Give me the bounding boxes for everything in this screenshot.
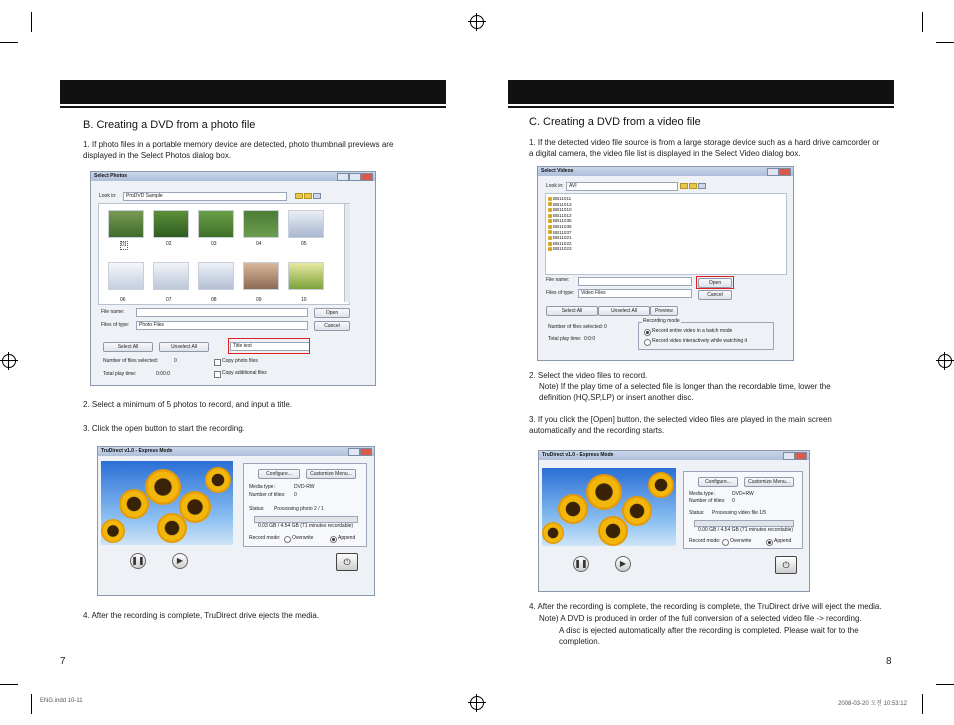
minimize-icon[interactable] [783,452,795,460]
append-radio[interactable] [330,536,337,543]
status-value: Processing video file 1/5 [712,510,767,516]
express-mode-window [97,446,375,596]
photo-thumbnail[interactable] [198,262,234,290]
select-photos-dialog [90,171,376,386]
close-icon[interactable] [361,173,373,181]
dialog-title: Select Videos [541,168,574,174]
view-menu-icon[interactable] [698,183,706,189]
total-play-value: 0:0:0 [584,336,596,342]
look-in-label: Look in: [546,183,564,189]
crop-mark [936,42,954,43]
open-button[interactable]: Open [314,308,350,318]
dialog-titlebar [538,167,793,176]
thumbnail-grid [98,203,350,305]
interactive-mode-label: Record video interactively while watching it [652,338,748,344]
title-highlight-box [228,338,310,354]
play-icon[interactable]: ▶ [172,553,188,569]
video-file-icon [548,230,552,234]
photo-thumbnail[interactable] [198,210,234,238]
record-mode-label: Record mode: [689,538,721,544]
select-all-button[interactable]: Select All [546,306,598,316]
video-file-name: BB11022 [553,240,572,246]
cancel-button[interactable]: Cancel [698,290,732,300]
file-name-label: File name: [546,277,570,283]
video-file-icon [548,225,552,229]
files-of-type-value: Video Files [581,290,606,296]
video-file-icon [548,214,552,218]
media-type-label: Media type: [249,484,275,490]
files-of-type-label: Files of type: [546,290,575,296]
express-titlebar [98,447,374,456]
crop-mark [922,12,923,32]
thumb-label: 02 [166,241,172,247]
info-panel [243,463,367,547]
play-icon[interactable]: ▶ [615,556,631,572]
open-highlight-box [696,276,734,289]
thumb-label: 05 [301,241,307,247]
crop-mark [0,684,18,685]
video-file-name: BB11012 [553,212,572,218]
view-menu-icon[interactable] [313,193,321,199]
photo-thumbnail[interactable] [153,210,189,238]
express-title: TruDirect v1.0 - Express Mode [542,452,614,458]
thumb-label: 03 [211,241,217,247]
interactive-mode-radio[interactable] [644,339,651,346]
registration-mark-icon [2,354,16,368]
video-file-name: BB11010 [553,207,572,213]
pause-icon[interactable]: ❚❚ [573,556,589,572]
right-header-bar [508,80,894,104]
capacity-text: 0.03 GB / 4.54 GB (71 minutes recordable) [258,523,354,529]
eject-icon[interactable]: ⏻ [775,556,797,574]
close-icon[interactable] [779,168,791,176]
customize-menu-button[interactable]: Customize Menu... [744,477,794,487]
num-titles-label: Number of titles: [689,498,726,504]
status-label: Status: [249,506,265,512]
crop-mark [0,42,18,43]
thumb-label: 09 [256,297,262,303]
thumb-label: 06 [120,297,126,303]
thumb-label: 10 [301,297,307,303]
look-in-select[interactable] [123,192,287,201]
eject-icon[interactable]: ⏻ [336,553,358,571]
open-button[interactable]: Open [698,278,732,288]
customize-menu-button[interactable]: Customize Menu... [306,469,356,479]
thumb-label: 04 [256,241,262,247]
photo-thumbnail[interactable] [108,210,144,238]
record-mode-label: Record mode: [249,535,281,541]
file-name-input[interactable] [136,308,308,317]
video-file-name: BB11021 [553,235,572,241]
overwrite-radio[interactable] [722,539,729,546]
look-in-select[interactable] [566,182,678,191]
look-in-value: ProDVD Sample [126,193,163,199]
crop-mark [936,684,954,685]
left-section-heading: B. Creating a DVD from a photo file [83,119,256,131]
file-name-label: File name: [101,309,125,315]
left-header-rule [60,106,446,108]
num-files-label: Number of files selected: [548,324,604,330]
capacity-text: 0.00 GB / 4.54 GB (71 minutes recordable) [698,527,794,533]
right-step-3: 3. If you click the [Open] button, the selected video files are played in the main screen automatically and the recording starts. [529,415,832,435]
right-step-4-note-2: A disc is ejected automatically after the recording is completed. Please wait for to the completion. [559,626,859,646]
look-in-value: AVI [569,183,577,189]
registration-mark-icon [470,15,484,29]
photo-thumbnail[interactable] [153,262,189,290]
append-label: Append [338,535,356,541]
video-file-icon [548,202,552,206]
close-icon[interactable] [360,448,372,456]
dialog-titlebar [91,172,375,181]
photo-thumbnail[interactable] [108,262,144,290]
page-number-right: 8 [886,656,892,667]
batch-mode-label: Record entire video in a batch mode [652,328,733,334]
registration-mark-icon [470,696,484,710]
media-type-label: Media type: [689,491,715,497]
progress-bar [254,516,358,523]
left-step-4: 4. After the recording is complete, TruDirect drive ejects the media. [83,611,320,620]
photo-thumbnail[interactable] [243,262,279,290]
crop-mark [922,694,923,714]
video-file-item[interactable] [548,246,572,252]
left-header-bar [60,80,446,104]
video-file-icon [548,247,552,251]
folder-up-icon[interactable] [295,193,303,199]
video-file-name: BB11035 [553,218,572,224]
append-radio[interactable] [766,539,773,546]
right-step-4-note-1: Note) A DVD is produced in order of the full conversion of a selected video file -> recording. [539,614,862,623]
video-file-icon [548,219,552,223]
photo-thumbnail[interactable] [288,210,324,238]
files-of-type-select[interactable] [136,321,308,330]
status-label: Status: [689,510,705,516]
pause-icon[interactable]: ❚❚ [130,553,146,569]
info-panel [683,471,803,549]
files-of-type-select[interactable] [578,289,692,298]
num-titles-value: 0 [732,498,735,504]
media-type-value: DVD-RW [294,484,315,490]
crop-mark [31,694,32,714]
file-name-input[interactable] [578,277,692,286]
right-step-1: 1. If the detected video file source is from a large storage device such as a hard drive camcorder or a digital camera, the video file list is displayed in the Select Video dialog box. [529,138,880,158]
footer-file-info: ENG.indd 10-11 [40,698,83,704]
right-step-2-note: Note) If the play time of a selected file is longer than the recordable time, lower the definition (HQ,SP,LP) or insert another disc. [539,382,831,402]
express-titlebar [539,451,809,460]
progress-bar [694,520,794,527]
copy-photo-checkbox[interactable] [214,359,221,366]
select-all-button[interactable]: Select All [103,342,153,352]
num-titles-label: Number of titles: [249,492,286,498]
crop-mark [31,12,32,32]
video-file-icon [548,208,552,212]
footer-timestamp: 2008-03-20 오전 10:53:12 [838,701,907,707]
video-file-list [545,193,787,275]
express-title: TruDirect v1.0 - Express Mode [101,448,173,454]
photo-thumbnail[interactable] [288,262,324,290]
new-folder-icon[interactable] [689,183,697,189]
overwrite-label: Overwrite [292,535,314,541]
append-label: Append [774,538,792,544]
total-play-value: 0:00:0 [156,371,170,377]
status-value: Processing photo 2 / 1 [274,506,324,512]
video-file-name: BB11023 [553,246,572,252]
photo-thumbnail[interactable] [243,210,279,238]
right-section-heading: C. Creating a DVD from a video file [529,116,701,128]
files-of-type-label: Files of type: [101,322,130,328]
overwrite-label: Overwrite [730,538,752,544]
registration-mark-icon [938,354,952,368]
maximize-icon[interactable] [349,173,361,181]
thumb-label: 07 [166,297,172,303]
video-file-icon [548,236,552,240]
preview-button[interactable]: Preview [650,306,678,316]
copy-photo-label: Copy photo files [222,358,258,364]
new-folder-icon[interactable] [304,193,312,199]
overwrite-radio[interactable] [284,536,291,543]
close-icon[interactable] [795,452,807,460]
right-step-4: 4. After the recording is complete, the recording is complete, the TruDirect drive will eject the media. [529,602,882,611]
left-step-1: 1. If photo files in a portable memory device are detected, photo thumbnail previews are displayed in the Select Photos dialog box. [83,140,394,160]
num-files-value: 0 [604,324,607,330]
total-play-label: Total play time: [548,336,582,342]
select-videos-dialog [537,166,794,361]
right-step-2: 2. Select the video files to record. [529,371,648,380]
files-of-type-value: Photo Files [139,322,165,328]
video-file-icon [548,242,552,246]
total-play-label: Total play time: [103,371,137,377]
configure-button[interactable]: Configure... [698,477,738,487]
video-file-name: BB11011 [553,196,572,201]
copy-additional-label: Copy additional files [222,370,267,376]
video-file-name: BB11013 [553,201,572,207]
left-step-2: 2. Select a minimum of 5 photos to record, and input a title. [83,400,292,409]
unselect-all-button[interactable]: Unselect All [159,342,209,352]
right-header-rule [508,106,894,108]
video-file-name: BB11037 [553,229,572,235]
page-number-left: 7 [60,656,66,667]
maximize-icon[interactable] [767,168,779,176]
copy-additional-checkbox[interactable] [214,371,221,378]
left-step-3: 3. Click the open button to start the recording. [83,424,245,433]
recording-mode-label: Recording mode [643,318,680,324]
folder-up-icon[interactable] [680,183,688,189]
express-mode-window [538,450,810,592]
num-files-value: 0 [174,358,177,364]
media-type-value: DVD+RW [732,491,754,497]
dialog-title: Select Photos [94,173,128,179]
batch-mode-radio[interactable] [644,329,651,336]
preview-image [542,468,676,546]
thumb-label: 01 [121,242,127,248]
minimize-icon[interactable] [337,173,349,181]
look-in-label: Look in: [99,193,117,199]
recording-mode-group [638,318,774,350]
thumb-label: 08 [211,297,217,303]
video-file-icon [548,197,552,201]
minimize-icon[interactable] [348,448,360,456]
title-text-value: Title text [233,343,252,349]
unselect-all-button[interactable]: Unselect All [598,306,650,316]
num-titles-value: 0 [294,492,297,498]
configure-button[interactable]: Configure... [258,469,300,479]
video-file-name: BB11036 [553,224,572,229]
num-files-label: Number of files selected: [103,358,159,364]
preview-image [101,461,233,545]
scrollbar[interactable] [344,204,350,302]
cancel-button[interactable]: Cancel [314,321,350,331]
